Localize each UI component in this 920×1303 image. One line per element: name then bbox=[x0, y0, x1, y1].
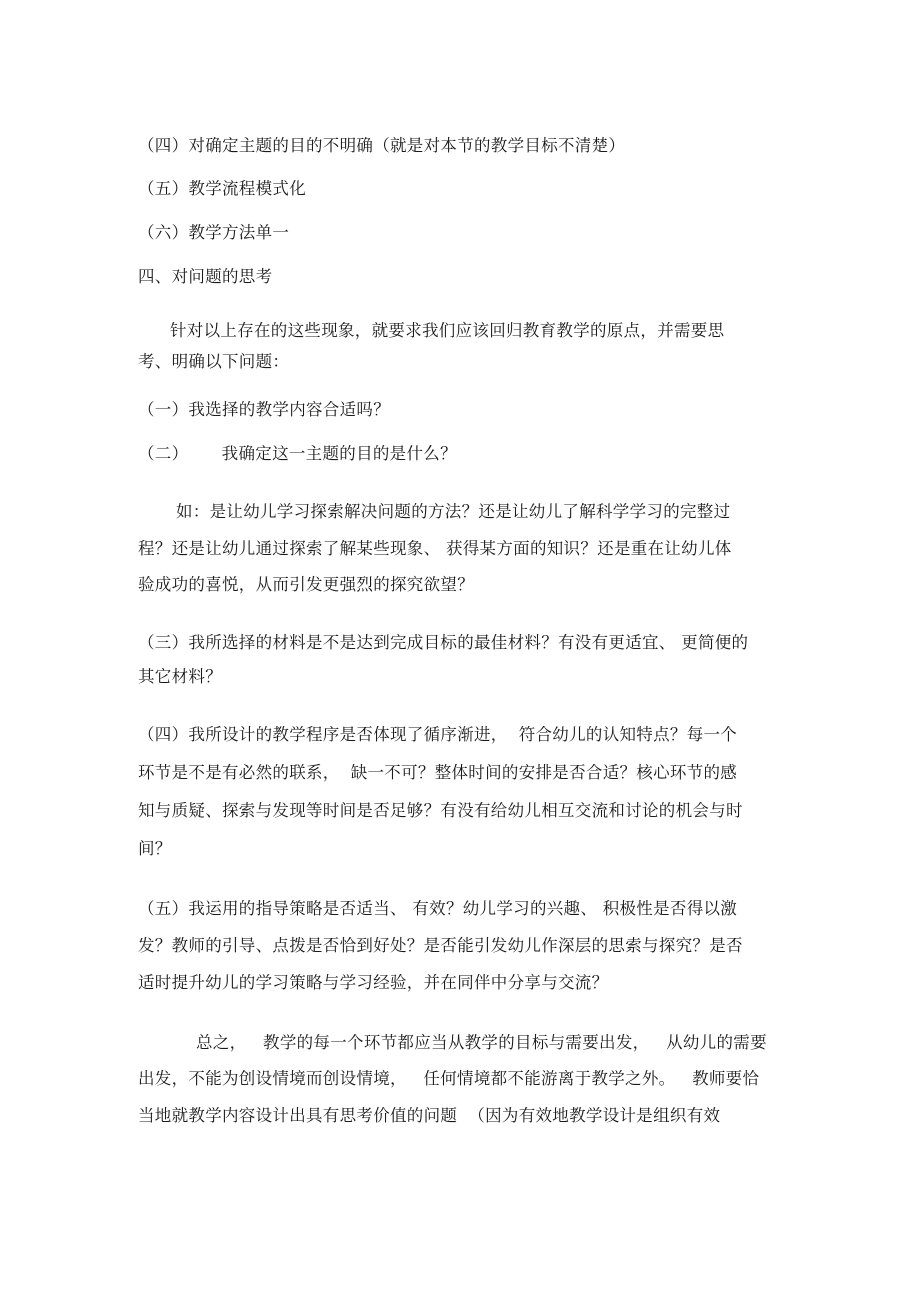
paragraph-intro-line-1: 针对以上存在的这些现象，就要求我们应该回归教育教学的原点，并需要思 bbox=[170, 321, 725, 340]
question-3-line-1: （三）我所选择的材料是不是达到完成目标的最佳材料？有没有更适宜、 更简便的 bbox=[138, 633, 749, 652]
question-4-line-2: 环节是不是有必然的联系， 缺一不可？整体时间的安排是否合适？核心环节的感 bbox=[138, 763, 738, 782]
question-5-line-2: 发？教师的引导、点拨是否恰到好处？是否能引发幼儿作深层的思索与探究？是否 bbox=[138, 936, 743, 955]
question-5-line-3: 适时提升幼儿的学习策略与学习经验，并在同伴中分享与交流？ bbox=[138, 973, 609, 992]
question-3-line-2: 其它材料？ bbox=[138, 667, 222, 686]
list-item-4-unclear-goal: （四）对确定主题的目的不明确（就是对本节的教学目标不清楚） bbox=[138, 136, 626, 155]
paragraph-example-line-3: 验成功的喜悦，从而引发更强烈的探究欲望？ bbox=[138, 575, 474, 594]
list-item-6-single-method: （六）教学方法单一 bbox=[138, 223, 290, 242]
paragraph-intro-line-2: 考、明确以下问题： bbox=[138, 352, 290, 371]
paragraph-summary-line-3: 当地就教学内容设计出具有思考价值的问题 （因为有效地教学设计是组织有效 bbox=[138, 1106, 721, 1125]
question-4-line-1: （四）我所设计的教学程序是否体现了循序渐进， 符合幼儿的认知特点？每一个 bbox=[138, 725, 738, 744]
question-4-line-4: 间？ bbox=[138, 839, 172, 858]
question-1: （一）我选择的教学内容合适吗？ bbox=[138, 400, 390, 419]
paragraph-example-line-2: 程？还是让幼儿通过探索了解某些现象、 获得某方面的知识？还是重在让幼儿体 bbox=[138, 539, 732, 558]
paragraph-summary-line-1: 总之， 教学的每一个环节都应当从教学的目标与需要出发， 从幼儿的需要 bbox=[196, 1033, 767, 1052]
paragraph-summary-line-2: 出发，不能为创设情境而创设情境， 任何情境都不能游离于教学之外。 教师要恰 bbox=[138, 1069, 760, 1088]
question-5-line-1: （五）我运用的指导策略是否适当、 有效？幼儿学习的兴趣、 积极性是否得以激 bbox=[138, 899, 738, 918]
section-heading-reflection: 四、对问题的思考 bbox=[138, 267, 273, 286]
question-4-line-3: 知与质疑、探索与发现等时间是否足够？有没有给幼儿相互交流和讨论的机会与时 bbox=[138, 801, 743, 820]
question-2: （二） 我确定这一主题的目的是什么？ bbox=[138, 444, 457, 463]
list-item-5-fixed-process: （五）教学流程模式化 bbox=[138, 179, 306, 198]
paragraph-example-line-1: 如：是让幼儿学习探索解决问题的方法？还是让幼儿了解科学学习的完整过 bbox=[176, 502, 731, 521]
